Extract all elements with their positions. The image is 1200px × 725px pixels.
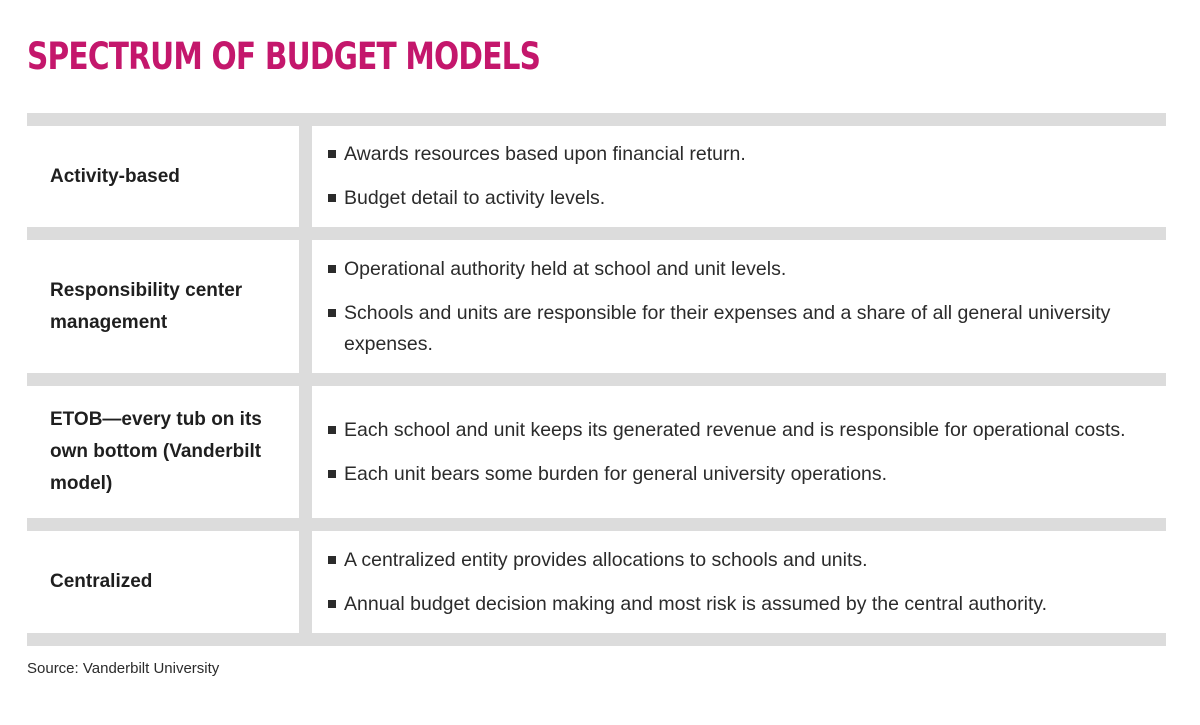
row-label: Responsibility center management <box>50 279 243 333</box>
row-description-cell <box>312 126 1166 227</box>
bullet-text: Budget detail to activity levels. <box>344 187 606 209</box>
bullet-text: Schools and units are responsible for their expenses and a share of all general university expenses. <box>344 301 1111 355</box>
budget-models-table <box>27 113 1166 646</box>
list-item <box>328 254 1158 285</box>
row-description-cell <box>312 531 1166 633</box>
page-title: SPECTRUM OF BUDGET MODELS <box>27 35 541 78</box>
list-item <box>328 298 1158 360</box>
square-bullet-icon <box>328 150 336 158</box>
row-label: ETOB—every tub on its own bottom (Vanderbilt model) <box>50 409 262 494</box>
bullet-text: Each unit bears some burden for general university operations. <box>344 462 888 485</box>
row-label: Activity-based <box>50 165 180 187</box>
square-bullet-icon <box>328 556 336 564</box>
row-description-cell <box>312 240 1166 373</box>
bullet-text: Each school and unit keeps its generated revenue and is responsible for operational costs. <box>344 418 1126 441</box>
square-bullet-icon <box>328 470 336 478</box>
row-description-cell <box>312 386 1166 518</box>
row-label-cell <box>27 126 299 227</box>
row-label-cell <box>27 531 299 633</box>
square-bullet-icon <box>328 265 336 273</box>
bullet-text: Awards resources based upon financial return. <box>344 143 746 165</box>
table-row-etob <box>27 386 1166 518</box>
table-row-centralized <box>27 531 1166 633</box>
list-item <box>328 589 1158 620</box>
list-item <box>328 459 1158 490</box>
list-item <box>328 415 1158 446</box>
square-bullet-icon <box>328 309 336 317</box>
bullet-text: Operational authority held at school and unit levels. <box>344 257 787 280</box>
square-bullet-icon <box>328 194 336 202</box>
table-row-responsibility-center <box>27 240 1166 373</box>
list-item <box>328 183 1158 214</box>
bullet-text: A centralized entity provides allocations to schools and units. <box>344 548 868 571</box>
square-bullet-icon <box>328 426 336 434</box>
square-bullet-icon <box>328 600 336 608</box>
bullet-text: Annual budget decision making and most risk is assumed by the central authority. <box>344 592 1048 615</box>
row-label: Centralized <box>50 571 153 592</box>
list-item <box>328 545 1158 576</box>
table-row-activity-based <box>27 126 1166 227</box>
row-label-cell <box>27 240 299 373</box>
list-item <box>328 139 1158 170</box>
source-note: Source: Vanderbilt University <box>27 660 220 677</box>
row-label-cell <box>27 386 299 518</box>
